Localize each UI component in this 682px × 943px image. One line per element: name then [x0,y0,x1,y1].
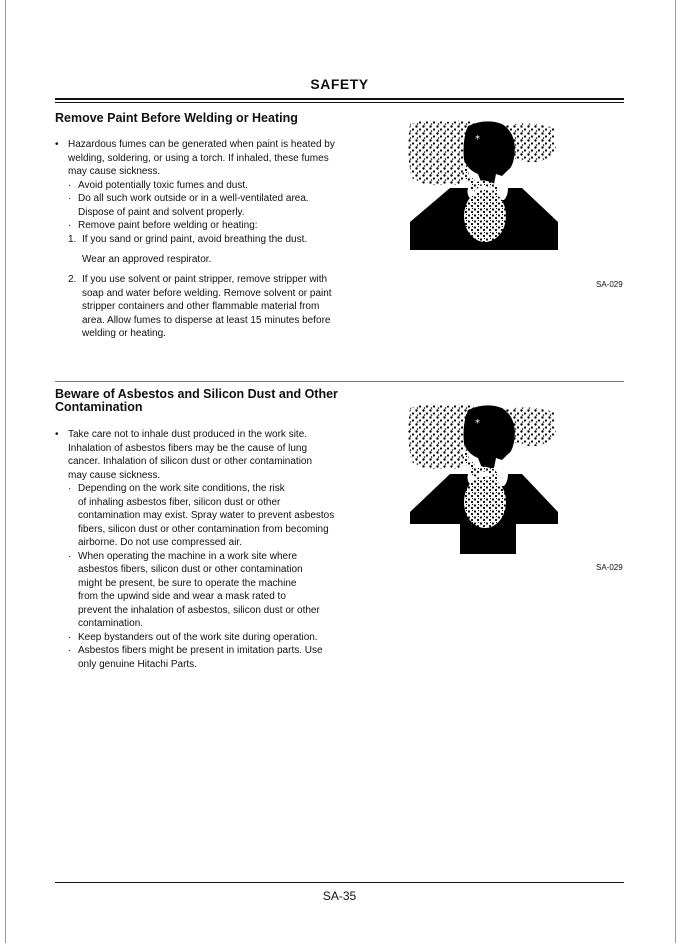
text-line: soap and water before welding. Remove solvent or paint [82,287,332,299]
page-edge-right [675,0,676,943]
text-line: Take care not to inhale dust produced in the work site. [68,429,308,440]
text-line: fibers, silicon dust or other contamination from becoming [78,523,329,535]
svg-text:*: * [475,418,480,429]
text-line: area. Allow fumes to disperse at least 15 minutes before [82,314,331,326]
page-edge-left [5,0,6,943]
text-line: airborne. Do not use compressed air. [78,537,242,548]
section-title-remove-paint: Remove Paint Before Welding or Heating [55,111,298,125]
text-line: Dispose of paint and solvent properly. [78,206,245,218]
text-line: Avoid potentially toxic fumes and dust. [78,179,248,191]
dot-bullet: · [68,550,72,562]
section-divider [55,381,624,382]
list-number: 1. [68,233,77,245]
page-header-title: SAFETY [310,76,369,92]
section-title-line: Beware of Asbestos and Silicon Dust and Other [55,387,338,401]
text-line: may cause sickness. [68,469,161,481]
section-title-asbestos [55,388,355,414]
round-bullet: • [55,429,59,440]
header-rule-thin [55,102,624,103]
text-line: If you use solvent or paint stripper, remove stripper with [82,274,328,285]
text-line: may cause sickness. [68,166,161,177]
figure-code: SA-029 [596,563,623,572]
text-line: from the upwind side and wear a mask rated to [78,591,286,602]
section-title-line: Contamination [55,400,143,414]
text-line: Inhalation of asbestos fibers may be the cause of lung [68,442,308,454]
text-line: contamination may exist. Spray water to prevent asbestos [78,510,335,521]
text-line: contamination. [78,618,144,629]
text-line: only genuine Hitachi Parts. [78,658,197,670]
dot-bullet: · [68,483,72,494]
text-line: welding, soldering, or using a torch. If inhaled, these fumes [68,152,329,164]
dust-inhalation-pictogram [408,402,558,554]
dot-bullet: · [68,193,72,204]
text-line: Depending on the work site conditions, the risk [78,483,285,494]
text-line: prevent the inhalation of asbestos, silicon dust or other [78,604,320,616]
dot-bullet: · [68,631,72,643]
text-line: Wear an approved respirator. [82,254,212,265]
footer-rule [55,882,624,883]
text-line: Keep bystanders out of the work site during operation. [78,631,318,643]
figure-code: SA-029 [596,280,623,289]
text-line: Do all such work outside or in a well-ventilated area. [78,193,309,204]
text-line: might be present, be sure to operate the machine [78,577,297,589]
dot-bullet: · [68,220,72,231]
toxic-fumes-pictogram [408,118,558,250]
svg-text:*: * [475,134,480,145]
text-line: Hazardous fumes can be generated when paint is heated by [68,139,335,150]
text-line: of inhaling asbestos fiber, silicon dust or other [78,496,281,508]
round-bullet: • [55,139,59,150]
text-line: asbestos fibers, silicon dust or other contamination [78,564,303,575]
text-line: If you sand or grind paint, avoid breathing the dust. [82,233,308,245]
text-line: welding or heating. [82,328,166,339]
dot-bullet: · [68,179,72,191]
list-number: 2. [68,274,77,285]
text-line: cancer. Inhalation of silicon dust or other contamination [68,456,313,467]
text-line: When operating the machine in a work site where [78,550,298,562]
text-line: Remove paint before welding or heating: [78,220,258,231]
text-line: stripper containers and other flammable material from [82,301,320,312]
header-rule-thick [55,98,624,100]
text-line: Asbestos fibers might be present in imitation parts. Use [78,645,323,656]
page-number: SA-35 [322,889,357,903]
dot-bullet: · [68,645,72,656]
